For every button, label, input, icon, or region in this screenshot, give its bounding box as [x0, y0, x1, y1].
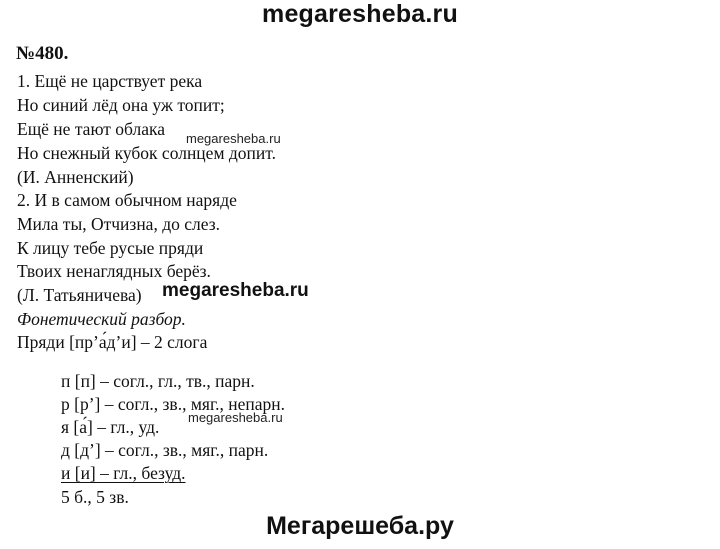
- watermark-inline-3: megaresheba.ru: [188, 410, 283, 425]
- analysis-line-2: р [р’] – согл., зв., мяг., непарн.: [61, 394, 286, 414]
- poem-line-4: Но снежный кубок солнцем допит.: [17, 143, 276, 163]
- watermark-inline-1: megaresheba.ru: [186, 131, 281, 146]
- poem-line-1: 1. Ещё не царствует река: [17, 71, 203, 91]
- poem-line-6: Мила ты, Отчизна, до слез.: [17, 214, 221, 234]
- poem-line-2: Но синий лёд она уж топит;: [17, 95, 225, 115]
- poem-line-8: Твоих ненаглядных берёз.: [17, 261, 211, 281]
- watermark-bottom: Мегарешеба.ру: [266, 512, 454, 540]
- poem-line-5: 2. И в самом обычном наряде: [17, 190, 237, 210]
- analysis-line-1: п [п] – согл., гл., тв., парн.: [61, 371, 255, 391]
- word-transcription: Пряди [пр’а́д’и] – 2 слога: [17, 332, 208, 352]
- poem-line-7: К лицу тебе русые пряди: [17, 238, 204, 258]
- poem-author-2: (Л. Татьяничева): [17, 285, 142, 305]
- watermark-inline-2: megaresheba.ru: [162, 280, 309, 301]
- phonetic-heading: Фонетический разбор.: [17, 309, 186, 329]
- poem-line-3: Ещё не тают облака: [17, 119, 166, 139]
- analysis-summary: 5 б., 5 зв.: [61, 487, 129, 507]
- watermark-top: megaresheba.ru: [262, 0, 458, 28]
- analysis-line-3: я [а́] – гл., уд.: [61, 417, 160, 437]
- analysis-line-5: и [и] – гл., безуд.: [61, 463, 186, 483]
- poem-author-1: (И. Анненский): [17, 167, 134, 187]
- analysis-line-4: д [д’] – согл., зв., мяг., парн.: [61, 440, 269, 460]
- task-number: №480.: [16, 43, 69, 64]
